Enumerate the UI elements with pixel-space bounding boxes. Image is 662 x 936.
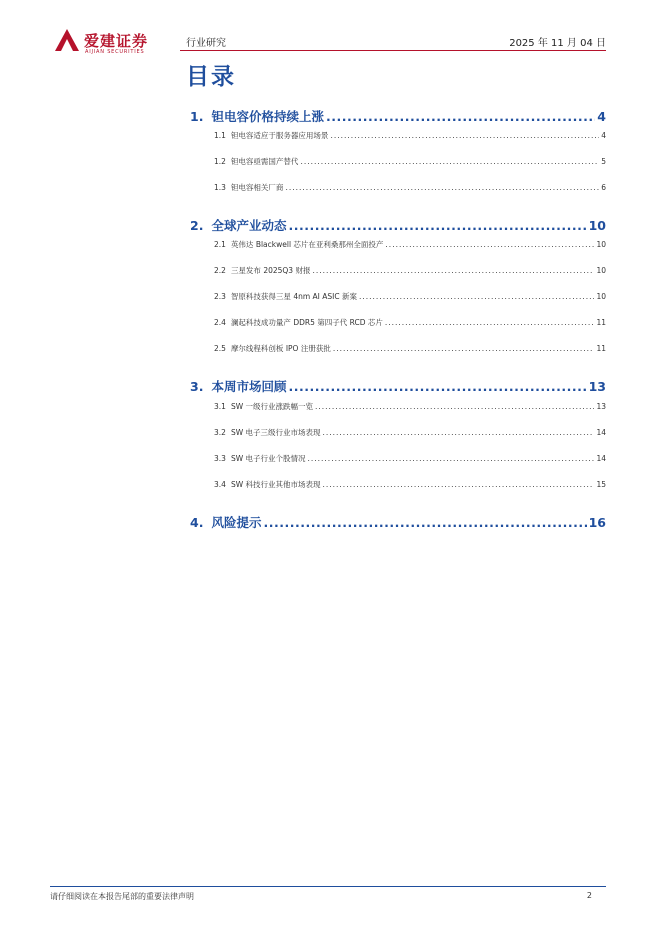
toc-entry-page: 13 bbox=[588, 379, 606, 394]
toc-subentry-page: 10 bbox=[596, 292, 606, 301]
dot-leader bbox=[330, 131, 599, 140]
toc-subentry-number: 1.2 bbox=[214, 157, 226, 166]
toc-subentry-2-2[interactable] bbox=[214, 265, 606, 276]
toc-subentry-3-1[interactable] bbox=[214, 401, 606, 412]
toc-entry-page: 16 bbox=[588, 515, 606, 530]
toc-subentry-page: 6 bbox=[601, 183, 606, 192]
toc-subentry-number: 3.3 bbox=[214, 454, 226, 463]
toc-subentry-title: SW 科技行业其他市场表现 bbox=[230, 480, 321, 489]
toc-subentry-number: 2.4 bbox=[214, 318, 226, 327]
dot-leader bbox=[385, 240, 594, 249]
toc-entry-1[interactable] bbox=[190, 107, 606, 125]
toc-subentry-title: 英伟达 Blackwell 芯片在亚利桑那州全面投产 bbox=[230, 240, 384, 249]
dot-leader bbox=[312, 266, 594, 275]
toc-subentry-page: 14 bbox=[596, 428, 606, 437]
toc-subentry-page: 13 bbox=[596, 402, 606, 411]
toc-entry-number: 1. bbox=[190, 109, 204, 124]
footer-page-number: 2 bbox=[586, 891, 592, 900]
toc-subentry-2-5[interactable] bbox=[214, 343, 606, 354]
toc-subentry-2-1[interactable] bbox=[214, 239, 606, 250]
logo-text-en: AIJIAN SECURITIES bbox=[85, 49, 145, 55]
dot-leader bbox=[333, 344, 595, 353]
toc-subentry-1-2[interactable] bbox=[214, 156, 606, 167]
toc-subentry-number: 2.2 bbox=[214, 266, 226, 275]
header-divider bbox=[180, 50, 606, 51]
toc-subentry-title: 智原科技获得三星 4nm AI ASIC 新案 bbox=[230, 292, 357, 301]
toc-subentry-number: 2.5 bbox=[214, 344, 226, 353]
toc-subentry-title: 澜起科技成功量产 DDR5 第四子代 RCD 芯片 bbox=[230, 318, 383, 327]
company-logo bbox=[54, 28, 164, 58]
toc-subentry-title: 三星发布 2025Q3 财报 bbox=[230, 266, 311, 275]
toc-subentry-title: 钽电容适应于服务器应用场景 bbox=[230, 131, 329, 140]
toc-subentry-number: 3.2 bbox=[214, 428, 226, 437]
toc-subentry-number: 2.1 bbox=[214, 240, 226, 249]
toc-entry-3[interactable] bbox=[190, 377, 606, 395]
dot-leader bbox=[323, 428, 595, 437]
toc-subentry-3-2[interactable] bbox=[214, 427, 606, 438]
toc-subentry-page: 10 bbox=[596, 240, 606, 249]
report-category: 行业研究 bbox=[186, 38, 226, 49]
toc-subentry-1-3[interactable] bbox=[214, 182, 606, 193]
dot-leader bbox=[263, 515, 586, 530]
dot-leader bbox=[315, 402, 594, 411]
dot-leader bbox=[308, 454, 595, 463]
toc-subentry-page: 15 bbox=[596, 480, 606, 489]
dot-leader bbox=[385, 318, 595, 327]
toc-subentry-page: 11 bbox=[596, 318, 606, 327]
toc-entry-2[interactable] bbox=[190, 216, 606, 234]
toc-subentry-3-3[interactable] bbox=[214, 453, 606, 464]
toc-entry-4[interactable] bbox=[190, 513, 606, 531]
toc-subentry-page: 11 bbox=[596, 344, 606, 353]
dot-leader bbox=[288, 218, 586, 233]
dot-leader bbox=[326, 109, 595, 124]
toc-entry-page: 10 bbox=[588, 218, 606, 233]
toc-subentry-number: 2.3 bbox=[214, 292, 226, 301]
dot-leader bbox=[288, 379, 586, 394]
toc-subentry-title: SW 电子三级行业市场表现 bbox=[230, 428, 321, 437]
dot-leader bbox=[359, 292, 594, 301]
report-date: 2025 年 11 月 04 日 bbox=[509, 38, 606, 49]
toc-title: 目录 bbox=[186, 64, 236, 90]
toc-entry-title: 全球产业动态 bbox=[211, 218, 287, 233]
toc-subentry-page: 10 bbox=[596, 266, 606, 275]
footer-divider bbox=[50, 886, 606, 887]
toc-entry-title: 风险提示 bbox=[211, 515, 262, 530]
toc-subentry-number: 3.4 bbox=[214, 480, 226, 489]
toc-subentry-3-4[interactable] bbox=[214, 479, 606, 490]
footer-disclaimer: 请仔细阅读在本报告尾部的重要法律声明 bbox=[50, 892, 194, 901]
toc-subentry-page: 5 bbox=[601, 157, 606, 166]
toc-subentry-page: 4 bbox=[601, 131, 606, 140]
toc-subentry-title: SW 电子行业个股情况 bbox=[230, 454, 306, 463]
toc-subentry-page: 14 bbox=[596, 454, 606, 463]
toc-subentry-number: 1.1 bbox=[214, 131, 226, 140]
toc-subentry-title: 摩尔线程科创板 IPO 注册获批 bbox=[230, 344, 331, 353]
toc-subentry-title: 钽电容相关厂商 bbox=[230, 183, 284, 192]
toc-entry-title: 钽电容价格持续上涨 bbox=[211, 109, 324, 124]
toc-subentry-2-4[interactable] bbox=[214, 317, 606, 328]
toc-entry-title: 本周市场回顾 bbox=[211, 379, 287, 394]
toc-subentry-title: SW 一级行业涨跌幅一览 bbox=[230, 402, 313, 411]
toc-subentry-2-3[interactable] bbox=[214, 291, 606, 302]
toc-subentry-number: 3.1 bbox=[214, 402, 226, 411]
toc-subentry-title: 钽电容亟需国产替代 bbox=[230, 157, 299, 166]
toc-entry-number: 2. bbox=[190, 218, 204, 233]
toc-entry-number: 4. bbox=[190, 515, 204, 530]
toc-subentry-1-1[interactable] bbox=[214, 130, 606, 141]
toc-entry-page: 4 bbox=[597, 109, 606, 124]
logo-text-cn: 爱建证券 bbox=[84, 32, 149, 50]
aijian-logo-icon bbox=[54, 28, 80, 52]
dot-leader bbox=[323, 480, 595, 489]
dot-leader bbox=[285, 183, 599, 192]
toc-entry-number: 3. bbox=[190, 379, 204, 394]
toc-subentry-number: 1.3 bbox=[214, 183, 226, 192]
dot-leader bbox=[300, 157, 599, 166]
